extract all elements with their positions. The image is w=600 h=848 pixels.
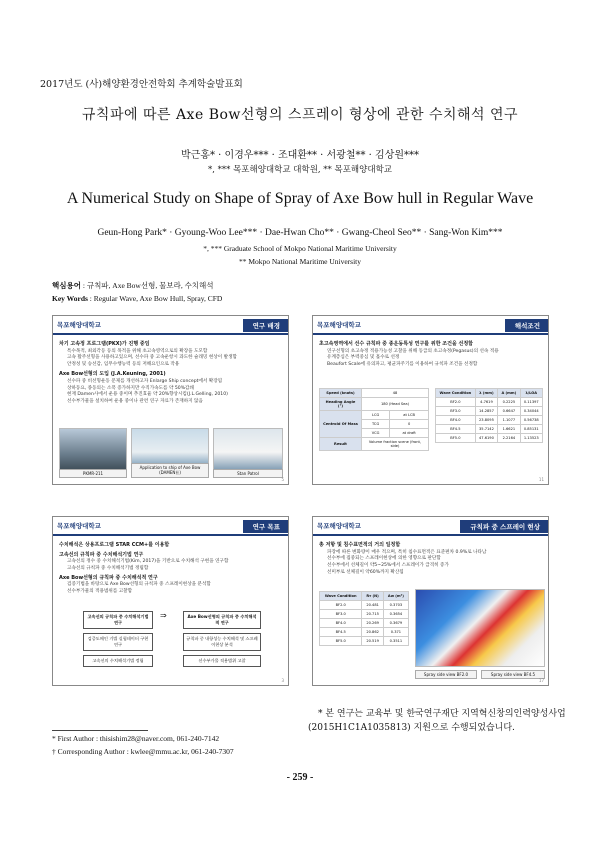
title-english: A Numerical Study on Shape of Spray of Axe Bow hull in Regular Wave [66, 190, 534, 207]
footnote-first-author: * First Author : thisishim28@naver.com, 061-240-7142 [52, 734, 220, 743]
university-logo: 목포해양대학교 [317, 522, 361, 530]
slide-research-background: 목포해양대학교 연구 배경 차기 고속정 프로그램(PKX)가 진행 중임 특수목적, 최외각등 등의 목적을 위해 초고속영역으로의 확장을 도모함 고속 활주선형을 사용하고있으며, 선수파 중 고속운항시 과도한 슬래밍 현상이 발생함 안정성 및 승선감, 임무수행능력 등의 저해요인으로 작용 Axe Bow선형의 도입 (J.A.Keuning, 2001) 선수파 중 비선형운동 문제를 개선하고자 Enlarge Ship concept에서 확장됨 상하동요, 종동의는 소폭 증가하지만 수직가속도를 약 50%감쇄 현재 Damen사에서 운용 중이며 추진효율 약 20%향상시킴(J.L.Gelling, 2010) 선수부가물을 설치하여 운용 중이나 관련 연구 자료가 존재하지 않음 PKMR-211 Application to ship of Axe Bow (DAMEN社) Stan Patrol 5 [52, 315, 289, 485]
conference-header: 2017년도 (사)해양환경안전학회 추계학술발표회 [40, 79, 243, 90]
ship-photo-3 [213, 428, 283, 472]
flow-box-1: 고속선의 규칙파 중 수치해석기법 연구 [83, 611, 153, 629]
page-number: - 259 - [286, 772, 314, 783]
flow-box-2b: 선수부가물 적용범위 고찰 [183, 655, 261, 667]
affiliation-english-2: ** Mokpo National Maritime University [238, 257, 362, 266]
flow-box-1a: 검증도메인 기법 실험데이터 구현 연구 [83, 633, 153, 651]
spray-contour-image [415, 589, 545, 667]
university-logo: 목포해양대학교 [57, 522, 101, 530]
flow-box-2: Axe Bow선형의 규칙파 중 수치해석적 연구 [183, 611, 261, 629]
arrow-right-icon: ⇒ [160, 611, 167, 620]
ship-photo-1 [59, 428, 127, 472]
slide-research-objective: 목포해양대학교 연구 목표 수치해석은 상용프로그램 STAR CCM+를 이용함 고속선의 규칙파 중 수치해석기법 연구 고속선의 정수 중 수치해석기법(Kim, 2017)을 기반으로 수치해석 구현을 연구함 고속선의 규칙파 중 수치해석기법 정립함 Axe Bow선형의 규칙파 중 수치해석적 연구 검증기법을 바탕으로 Axe Bow선형의 규칙파 중 스프레이현상을 분석함 선수부가물의 적용범위를 고찰함 고속선의 규칙파 중 수치해석기법 연구 Axe Bow선형의 규칙파 중 수치해석적 연구 ⇒ 검증도메인 기법 실험데이터 구현 연구 고속선의 수치해석기법 정립 규칙파 중 내항성능 수치해석 및 스프레이현상 분석 선수부가물 적용범위 고찰 3 [52, 516, 289, 686]
footnote-corresponding-author: † Corresponding Author : kwlee@mmu.ac.kr, 061-240-7307 [52, 747, 234, 756]
slide-tag: 연구 목표 [243, 520, 288, 533]
slide-spray-phenomenon: 목포해양대학교 규칙파 중 스프레이 현상 총 저항 및 침수표면적의 거의 일정함 파장에 따른 변화량이 매우 적으며, 특히 침수표면적은 표준편차 0.9%로 나타남 선수부에 집중되는 스프레이현상에 의한 영향으로 판단함 선수부에서 선체길이 약5~25%에서 스프레이가 급격히 증가 선미부로 선체길이 약60%까지 확산됨 Wave Condition Rт (N) Aw (m²) BF2.0 20.481 0.3703 BF3.0 20.715 0.3654 BF4.0 20.269 0.3679 BF4.5 20.862 0.371 BF5.0 20.519 0.3511 Spray side view BF2.0 Spray side view BF4.5 17 [312, 516, 549, 686]
slide-tag: 연구 배경 [243, 319, 288, 332]
university-logo: 목포해양대학교 [317, 321, 361, 329]
keywords-korean: 핵심용어 : 규칙파, Axe Bow선형, 물보라, 수치해석 [52, 281, 214, 290]
keywords-english: Key Words : Regular Wave, Axe Bow Hull, Spray, CFD [52, 294, 223, 303]
flow-box-2a: 규칙파 중 내항성능 수치해석 및 스프레이현상 분석 [183, 633, 261, 651]
slide-analysis-conditions: 목포해양대학교 해석조건 초고속영역에서 선수 규칙파 중 종운동특성 연구를 위한 조건을 선정함 연구선형의 초고속정 적용가능성 고찰을 위해 동급의 초고속정(Pegasus)의 선속 적용 유계층심은 부력중심 및 흘수로 선정 Beaufort Scale에 유의파고, 평균파주기를 이용하여 규칙파 조건을 선정함 Speed (knots) 48 Heading Angle (°) 180 (Head Sea) Centroid Of Mass LCG at LCB TCG 0 VCG at draft Result Volume fraction scene (front, side) Wave Condition λ (mm) A (mm) λ/LOA BF2.0 4.7619 0.2225 0.11397 BF3.0 14.2857 0.6647 0.34044 BF4.0 23.8095 1.1077 0.56738 BF4.5 35.7142 1.6621 0.85131 BF5.0 47.6190 2.2164 1.13523 11 [312, 315, 549, 485]
flow-box-1b: 고속선의 수치해석기법 정립 [83, 655, 153, 667]
acknowledgement: * 본 연구는 교육부 및 한국연구재단 지역혁신창의인력양성사업(2015H1C1A1035813) 지원으로 수행되었습니다. [308, 709, 566, 733]
title-korean: 규칙파에 따른 Axe Bow선형의 스프레이 형상에 관한 수치해석 연구 [81, 107, 519, 123]
authors-english: Geun-Hong Park* · Gyoung-Woo Lee*** · Dae-Hwan Cho** · Gwang-Cheol Seo** · Sang-Won Kim*** [97, 228, 503, 238]
condition-table: Speed (knots) 48 Heading Angle (°) 180 (Head Sea) Centroid Of Mass LCG at LCB TCG 0 VCG at draft Result Volume fraction scene (front, side) [319, 388, 429, 451]
affiliation-english-1: *, *** Graduate School of Mokpo National Maritime University [203, 244, 397, 253]
slide-tag: 규칙파 중 스프레이 현상 [460, 520, 548, 533]
resistance-table: Wave Condition Rт (N) Aw (m²) BF2.0 20.481 0.3703 BF3.0 20.715 0.3654 BF4.0 20.269 0.3679 BF4.5 20.862 0.371 BF5.0 20.519 0.3511 [319, 591, 409, 646]
authors-korean: 박근홍* · 이경우*** · 조대환** · 서광철** · 김상원*** [180, 150, 420, 161]
footnote-divider [52, 730, 148, 731]
wave-condition-table: Wave Condition λ (mm) A (mm) λ/LOA BF2.0 4.7619 0.2225 0.11397 BF3.0 14.2857 0.6647 0.34044 BF4.0 23.8095 1.1077 0.56738 BF4.5 35.7142 1.6621 0.85131 BF5.0 47.6190 2.2164 1.13523 [435, 388, 543, 443]
slide-tag: 해석조건 [505, 319, 548, 332]
university-logo: 목포해양대학교 [57, 321, 101, 329]
affiliation-korean: *, *** 목포해양대학교 대학원, ** 목포해양대학교 [207, 165, 392, 175]
